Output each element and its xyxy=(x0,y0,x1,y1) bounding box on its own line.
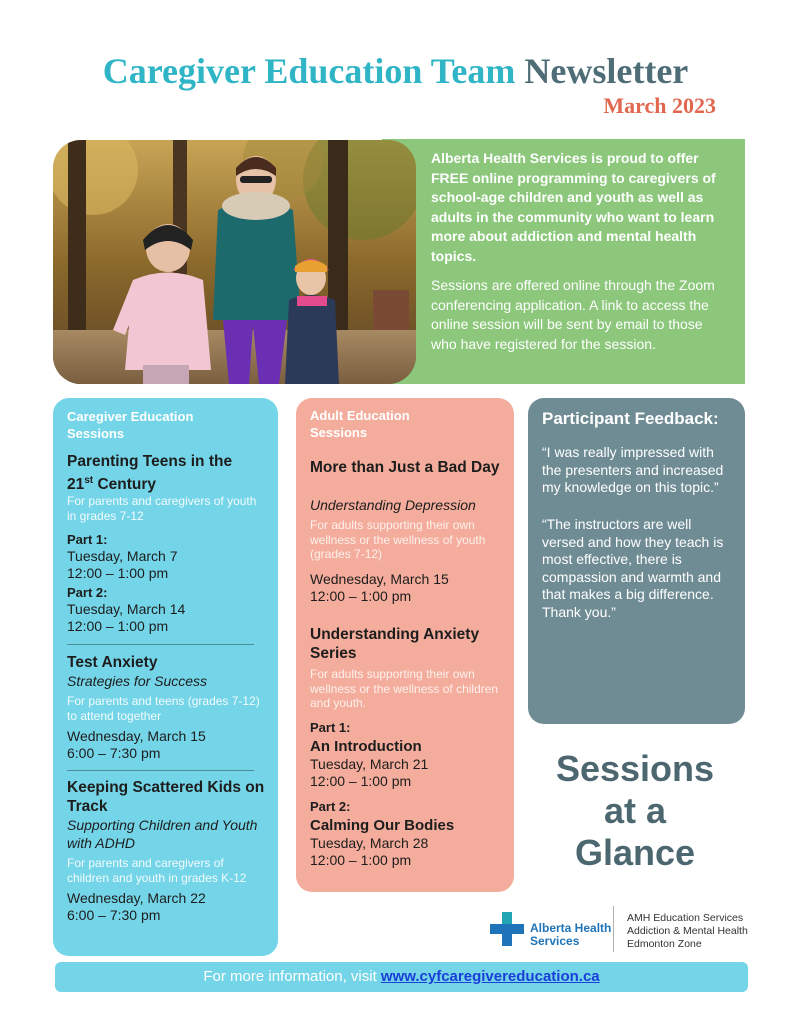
intro-panel xyxy=(382,139,745,384)
session-part-title: Calming Our Bodies xyxy=(310,817,455,834)
session-scattered-kids-subtitle: Supporting Children and Youth with ADHD xyxy=(67,817,258,851)
session-scattered-kids-title: Keeping Scattered Kids on Track xyxy=(67,779,265,815)
title-part2: Newsletter xyxy=(524,51,689,91)
ahs-logo-text: Alberta Health Services xyxy=(530,921,612,948)
session-date: Tuesday, March 7 xyxy=(67,548,178,564)
session-date: Wednesday, March 15 xyxy=(310,571,449,587)
session-time: 12:00 – 1:00 pm xyxy=(310,852,412,868)
logo-divider xyxy=(613,906,614,952)
session-time: 12:00 – 1:00 pm xyxy=(310,588,412,604)
feedback-title: Participant Feedback: xyxy=(542,409,719,428)
footer-bar xyxy=(55,962,748,992)
session-test-anxiety-desc: For parents and teens (grades 7-12) to attend together xyxy=(67,694,260,723)
session-part-label: Part 2: xyxy=(310,799,351,814)
session-test-anxiety-title: Test Anxiety xyxy=(67,654,158,671)
session-anxiety-series-desc: For adults supporting their own wellness or the wellness of children and youth. xyxy=(310,667,499,710)
ahs-logo-icon xyxy=(490,912,526,953)
caregiver-sessions-heading: Caregiver Education Sessions xyxy=(67,409,194,441)
session-time: 12:00 – 1:00 pm xyxy=(67,565,169,581)
session-bad-day-desc: For adults supporting their own wellness or the wellness of youth (grades 7-12) xyxy=(310,518,486,561)
session-part-title: An Introduction xyxy=(310,738,422,755)
session-part-label: Part 1: xyxy=(310,720,351,735)
session-test-anxiety-subtitle: Strategies for Success xyxy=(67,673,208,689)
session-parenting-teens-title: Parenting Teens in the 21st Century xyxy=(67,453,233,494)
session-scattered-kids-desc: For parents and caregivers of children and youth in grades K-12 xyxy=(67,856,247,885)
session-time: 6:00 – 7:30 pm xyxy=(67,745,161,761)
feedback-quote-1: “I was really impressed with the presenters and increased my knowledge on this topic.” xyxy=(542,444,724,495)
feedback-quote-2: “The instructors are well versed and how they teach is most effective, there is compassion and warmth and that makes a big difference. Thank you.” xyxy=(542,516,724,620)
divider xyxy=(67,644,254,645)
footer-text: For more information, visit xyxy=(203,968,381,985)
session-date: Tuesday, March 14 xyxy=(67,601,186,617)
session-bad-day-title: More than Just a Bad Day xyxy=(310,459,500,476)
sessions-at-a-glance: Sessions at a Glance xyxy=(555,748,715,873)
session-parenting-teens-desc: For parents and caregivers of youth in grades 7-12 xyxy=(67,494,257,523)
newsletter-date: March 2023 xyxy=(603,93,716,118)
session-date: Tuesday, March 21 xyxy=(310,756,429,772)
session-time: 6:00 – 7:30 pm xyxy=(67,907,161,923)
intro-paragraph-2: Sessions are offered online through the Zoom conferencing application. A link to access the online session will be sent by email to those who have registered for the session. xyxy=(431,277,715,352)
title-part1: Caregiver Education Team xyxy=(102,51,516,91)
family-photo xyxy=(53,140,416,384)
session-bad-day-subtitle: Understanding Depression xyxy=(310,497,476,513)
website-link[interactable]: www.cyfcaregivereducation.ca xyxy=(380,968,600,985)
newsletter-title xyxy=(0,50,791,92)
session-part-label: Part 1: xyxy=(67,532,108,547)
department-info: AMH Education Services Addiction & Mental Health Edmonton Zone xyxy=(627,912,748,950)
session-date: Wednesday, March 22 xyxy=(67,890,206,906)
session-time: 12:00 – 1:00 pm xyxy=(67,618,169,634)
adult-sessions-heading: Adult Education Sessions xyxy=(310,408,410,440)
session-date: Wednesday, March 15 xyxy=(67,728,206,744)
session-time: 12:00 – 1:00 pm xyxy=(310,773,412,789)
session-anxiety-series-title: Understanding Anxiety Series xyxy=(310,626,480,662)
divider xyxy=(67,770,254,771)
session-date: Tuesday, March 28 xyxy=(310,835,429,851)
session-part-label: Part 2: xyxy=(67,585,108,600)
intro-paragraph-1: Alberta Health Services is proud to offer FREE online programming to caregivers of school-age children and youth as well as adults in the community who want to learn more about addiction and mental health topics. xyxy=(431,150,716,264)
